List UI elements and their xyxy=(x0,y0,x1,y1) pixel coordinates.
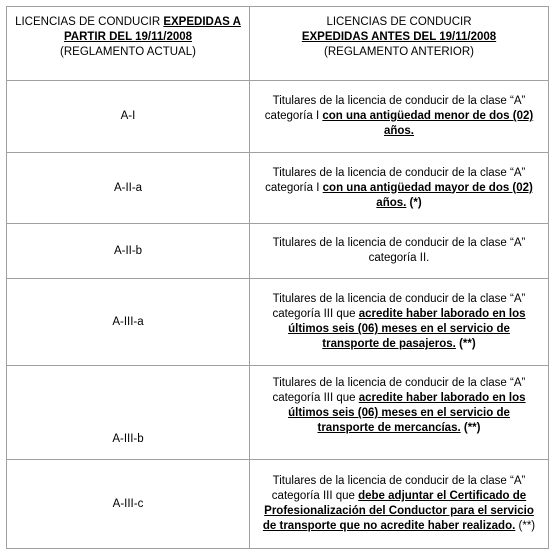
description-cell: Titulares de la licencia de conducir de la clase “A” categoría I con una antigüedad menor de dos (02) años. xyxy=(250,81,549,153)
description-cell: Titulares de la licencia de conducir de la clase “A” categoría III que debe adjuntar el Certificado de Profesionalización del Conductor para el servicio de transporte que no acredite haber realizado. (**) xyxy=(250,460,549,549)
header-col1-emphasis: EXPEDIDAS A xyxy=(163,16,241,28)
table-row xyxy=(7,460,549,549)
licencias-table xyxy=(6,6,549,549)
description-cell: Titulares de la licencia de conducir de la clase “A” categoría III que acredite haber laborado en los últimos seis (06) meses en el servicio de transporte de pasajeros. (**) xyxy=(250,279,549,366)
category-cell: A-III-b xyxy=(7,366,250,460)
header-col2-date: EXPEDIDAS ANTES DEL 19/11/2008 xyxy=(301,31,497,43)
header-previous-regulation xyxy=(250,7,549,81)
description-cell: Titulares de la licencia de conducir de la clase “A” categoría II. xyxy=(250,224,549,279)
header-row xyxy=(7,7,549,81)
header-col1-regulation: (REGLAMENTO ACTUAL) xyxy=(60,46,196,58)
category-cell: A-III-c xyxy=(7,460,250,549)
footnote-marker: (*) xyxy=(406,196,422,209)
header-col1-line1: LICENCIAS DE CONDUCIR EXPEDIDAS A xyxy=(15,16,241,28)
table-row xyxy=(7,366,549,460)
footnote-marker: (**) xyxy=(515,520,536,532)
category-cell: A-II-a xyxy=(7,153,250,224)
description-cell: Titulares de la licencia de conducir de la clase “A” categoría I con una antigüedad mayor de dos (02) años. (*) xyxy=(250,153,549,224)
header-col2-regulation: (REGLAMENTO ANTERIOR) xyxy=(324,46,474,58)
footnote-marker: (**) xyxy=(455,338,476,350)
category-cell: A-I xyxy=(7,81,250,153)
footnote-marker: (**) xyxy=(460,422,481,434)
table-row xyxy=(7,279,549,366)
header-col1-date: PARTIR DEL 19/11/2008 xyxy=(63,31,193,43)
header-current-regulation xyxy=(7,7,250,81)
header-col2-title: LICENCIAS DE CONDUCIR xyxy=(326,16,472,28)
table-row xyxy=(7,224,549,279)
category-cell: A-II-b xyxy=(7,224,250,279)
table-row xyxy=(7,153,549,224)
description-cell: Titulares de la licencia de conducir de la clase “A” categoría III que acredite haber laborado en los últimos seis (06) meses en el servicio de transporte de mercancías. (**) xyxy=(250,366,549,460)
category-cell: A-III-a xyxy=(7,279,250,366)
table-row xyxy=(7,81,549,153)
